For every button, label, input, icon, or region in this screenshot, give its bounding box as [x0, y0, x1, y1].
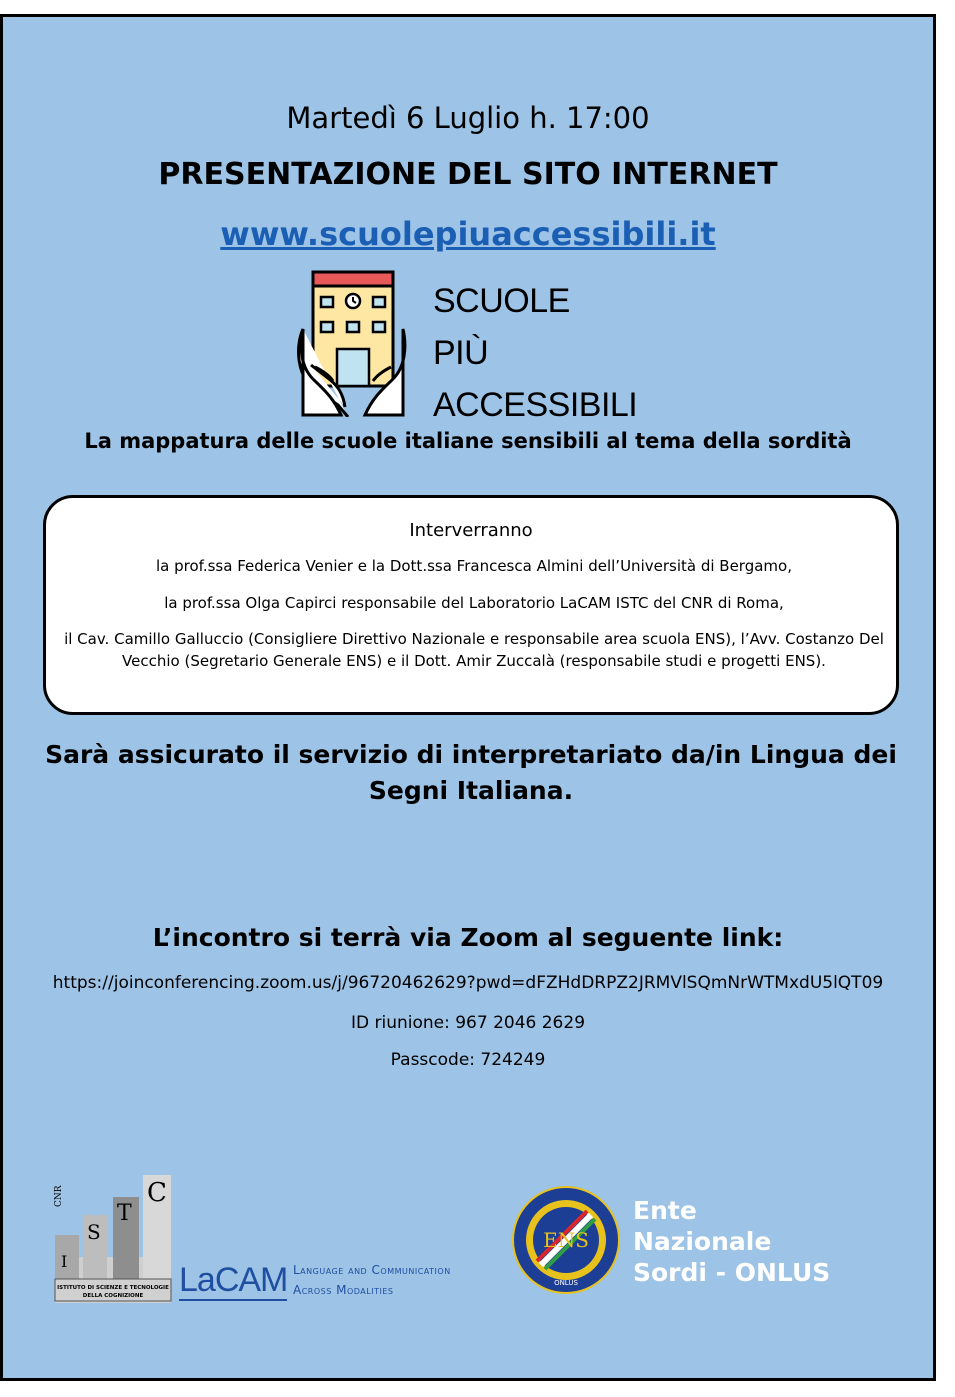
ens-line-3: Sordi - ONLUS: [633, 1258, 831, 1287]
istc-logo: [51, 1175, 175, 1303]
istc-letter-i: I: [61, 1252, 68, 1271]
lacam-line-2: Across Modalities: [293, 1283, 394, 1297]
speaker-line: il Cav. Camillo Galluccio (Consigliere Direttivo Nazionale e responsabile area scuola ENS), l’Avv. Costanzo Del Vecchio (Segretario Generale ENS) e il Dott. Amir Zuccalà (responsabile studi e progetti ENS).: [64, 630, 884, 670]
ens-logo: [511, 1185, 851, 1295]
istc-cnr: CNR: [54, 1185, 64, 1207]
event-title: PRESENTAZIONE DEL SITO INTERNET: [158, 157, 778, 192]
speaker-line: la prof.ssa Federica Venier e la Dott.ssa Francesca Almini dell’Università di Bergamo,: [156, 557, 792, 575]
ens-badge-icon: [511, 1185, 621, 1295]
school-in-hands-icon: [293, 267, 413, 417]
project-logo-text: [433, 275, 637, 431]
project-logo: [293, 267, 653, 424]
zoom-link[interactable]: https://joinconferencing.zoom.us/j/96720462629?pwd=dFZHdDRPZ2JRMVlSQmNrWTMxdU5lQT09: [52, 973, 884, 993]
logo-line-3: ACCESSIBILI: [433, 386, 638, 424]
logo-line-1: SCUOLE: [433, 282, 570, 320]
zoom-heading: L’incontro si terrà via Zoom al seguente link:: [152, 923, 784, 952]
lacam-wordmark: LaCAM: [179, 1261, 288, 1299]
speakers-heading: Interverranno: [409, 520, 533, 541]
istc-letter-s: S: [87, 1220, 101, 1244]
lacam-logo: [179, 1261, 499, 1301]
istc-logo-graphic: [51, 1175, 175, 1303]
logo-line-2: PIÙ: [433, 334, 489, 372]
ens-line-1: Ente: [633, 1196, 697, 1225]
interpreting-notice: Sarà assicurato il servizio di interpretariato da/in Lingua dei Segni Italiana.: [45, 740, 897, 805]
passcode: Passcode: 724249: [390, 1050, 546, 1070]
ens-line-2: Nazionale: [633, 1227, 772, 1256]
lacam-line-1: Language and Communication: [293, 1263, 451, 1277]
istc-letter-c: C: [147, 1178, 167, 1208]
subtitle: La mappatura delle scuole italiane sensibili al tema della sordità: [84, 429, 852, 453]
meeting-id: ID riunione: 967 2046 2629: [350, 1013, 586, 1033]
event-date: Martedì 6 Luglio h. 17:00: [286, 101, 650, 135]
ens-badge-text: ENS: [543, 1228, 589, 1252]
speakers-box: [43, 495, 899, 715]
ens-badge-sub: ONLUS: [554, 1279, 578, 1287]
istc-caption-1: ISTITUTO DI SCIENZE E TECNOLOGIE: [57, 1285, 169, 1291]
speaker-line: la prof.ssa Olga Capirci responsabile del Laboratorio LaCAM ISTC del CNR di Roma,: [164, 594, 784, 612]
flyer-page: [0, 14, 936, 1381]
website-link[interactable]: www.scuolepiuaccessibili.it: [220, 215, 716, 253]
istc-caption-2: DELLA COGNIZIONE: [82, 1293, 144, 1299]
istc-letter-t: T: [117, 1201, 132, 1226]
